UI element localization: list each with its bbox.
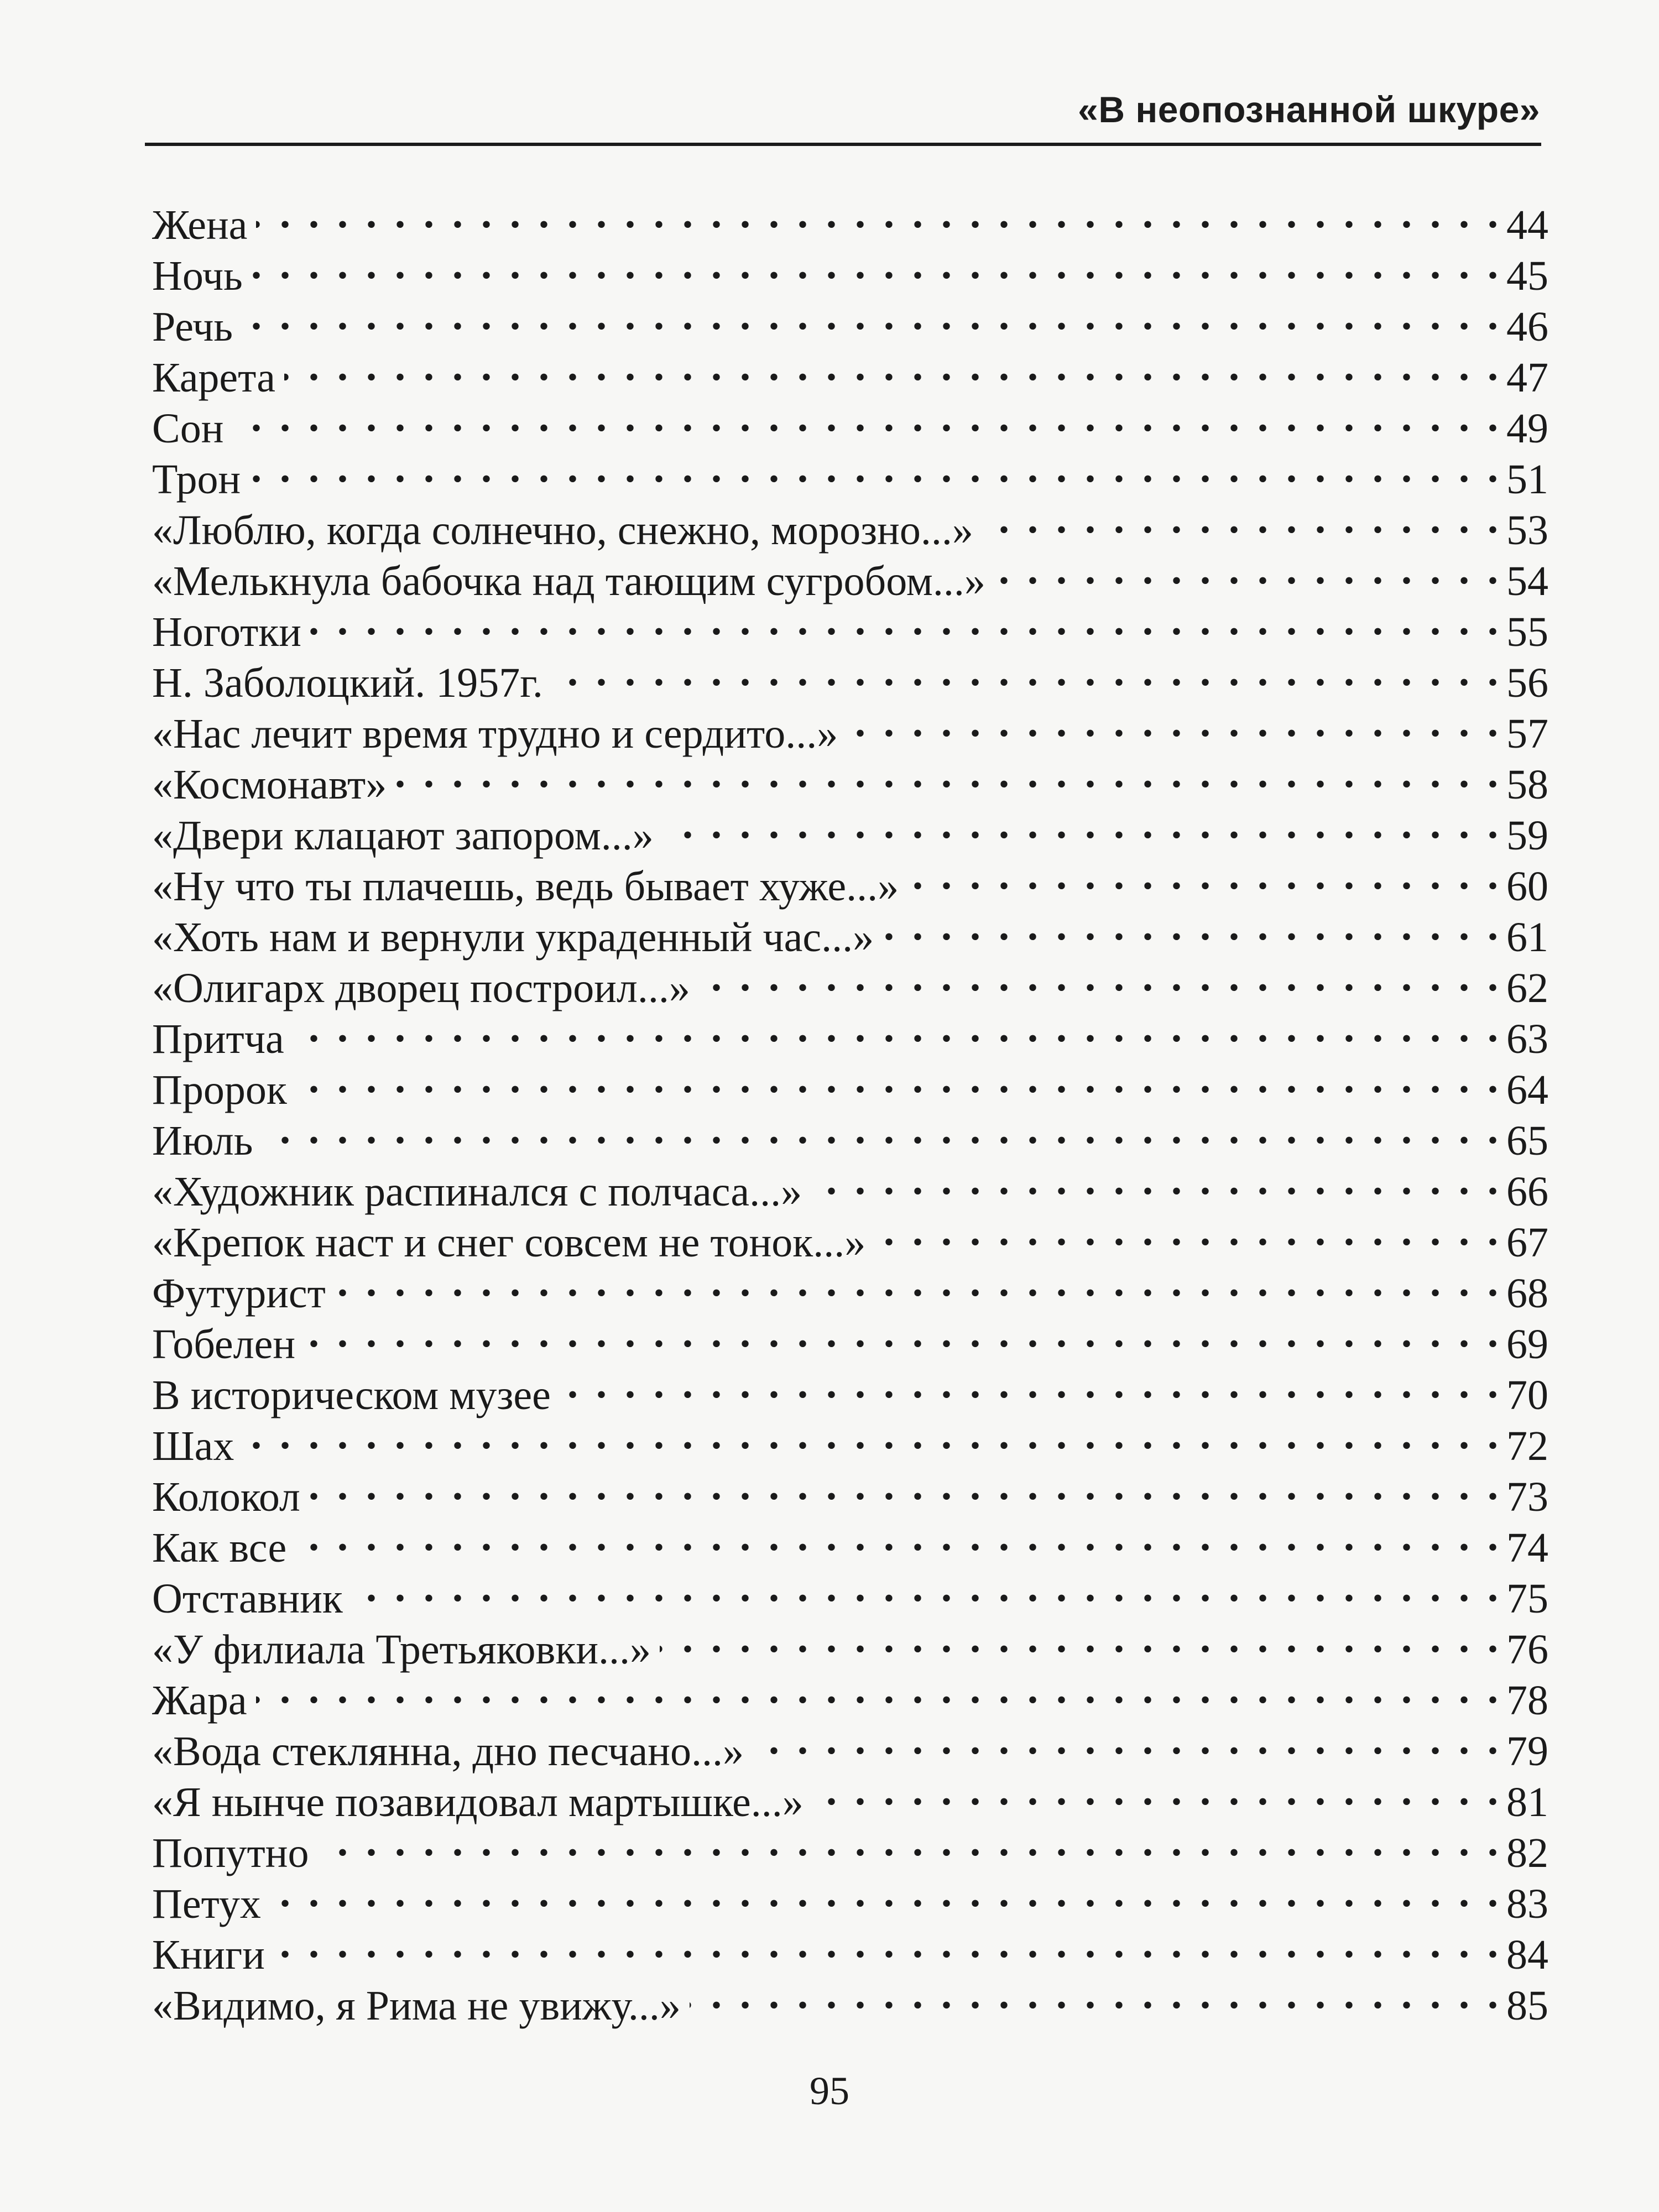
toc-dot-leader: [662, 799, 1502, 849]
toc-dot-leader: [352, 1562, 1502, 1613]
toc-entry-title: Притча: [152, 1016, 284, 1062]
toc-dot-leader: [690, 1969, 1502, 2020]
toc-entry-page: 73: [1506, 1474, 1548, 1520]
toc-entry-page: 65: [1506, 1118, 1548, 1164]
toc-entry-title: «У филиала Третьяковки...»: [152, 1626, 651, 1673]
toc-entry-title: Шах: [152, 1423, 234, 1469]
toc-entry: [152, 1155, 1548, 1215]
toc-dot-leader: [295, 1511, 1502, 1562]
toc-entry-title: «Художник распинался с полчаса...»: [152, 1168, 802, 1215]
toc-dot-leader: [284, 341, 1502, 392]
toc-entry: [152, 188, 1548, 248]
toc-entry: [152, 392, 1548, 452]
toc-entry: [152, 646, 1548, 706]
toc-dot-leader: [847, 697, 1502, 748]
toc-entry-title: Как все: [152, 1525, 287, 1571]
toc-dot-leader: [256, 1663, 1502, 1714]
toc-entry: [152, 1256, 1548, 1317]
toc-entry: [152, 1409, 1548, 1469]
table-of-contents: [152, 188, 1548, 2029]
toc-dot-leader: [296, 1053, 1502, 1104]
page-number: 95: [810, 2069, 849, 2113]
toc-entry-title: «Двери клацают запором...»: [152, 812, 654, 859]
toc-entry: [152, 1104, 1548, 1164]
toc-entry-page: 46: [1506, 304, 1548, 350]
toc-dot-leader: [812, 1765, 1502, 1816]
toc-dot-leader: [252, 239, 1502, 290]
toc-entry-title: Попутно: [152, 1830, 309, 1876]
toc-dot-leader: [552, 646, 1502, 697]
toc-dot-leader: [811, 1155, 1502, 1206]
toc-entry-title: «Люблю, когда солнечно, снежно, морозно...»: [152, 507, 973, 554]
toc-entry: [152, 1562, 1548, 1622]
toc-entry-page: 51: [1506, 456, 1548, 503]
toc-entry: [152, 1969, 1548, 2029]
toc-entry-title: Ноготки: [152, 609, 301, 655]
toc-entry-page: 59: [1506, 812, 1548, 859]
toc-entry-title: «Видимо, я Рима не увижу...»: [152, 1983, 681, 2029]
toc-dot-leader: [232, 392, 1502, 442]
toc-entry-page: 70: [1506, 1372, 1548, 1418]
toc-entry-page: 62: [1506, 965, 1548, 1011]
toc-entry-page: 81: [1506, 1779, 1548, 1825]
toc-dot-leader: [395, 748, 1502, 799]
toc-entry-title: «Космонавт»: [152, 761, 387, 808]
toc-entry: [152, 595, 1548, 655]
toc-entry-title: «Нас лечит время трудно и сердито...»: [152, 711, 838, 757]
toc-entry: [152, 1613, 1548, 1673]
toc-entry: [152, 341, 1548, 401]
toc-entry-page: 68: [1506, 1270, 1548, 1317]
toc-entry-title: Петух: [152, 1881, 261, 1927]
toc-dot-leader: [293, 1002, 1502, 1053]
toc-dot-leader: [753, 1714, 1502, 1765]
toc-dot-leader: [262, 1104, 1502, 1155]
toc-entry-title: «Ну что ты плачешь, ведь бывает хуже...»: [152, 863, 899, 910]
toc-entry-title: «Я нынче позавидовал мартышке...»: [152, 1779, 804, 1825]
toc-entry-page: 82: [1506, 1830, 1548, 1876]
toc-dot-leader: [304, 1307, 1502, 1358]
toc-entry-title: Жена: [152, 202, 248, 248]
toc-entry-page: 84: [1506, 1932, 1548, 1978]
toc-entry-page: 58: [1506, 761, 1548, 808]
toc-entry-title: Трон: [152, 456, 241, 503]
toc-dot-leader: [907, 849, 1502, 900]
toc-entry-page: 72: [1506, 1423, 1548, 1469]
toc-entry-title: «Крепок наст и снег совсем не тонок...»: [152, 1219, 866, 1266]
toc-entry-page: 53: [1506, 507, 1548, 554]
toc-entry-page: 49: [1506, 405, 1548, 452]
toc-entry-title: Книги: [152, 1932, 265, 1978]
toc-entry-page: 66: [1506, 1168, 1548, 1215]
toc-dot-leader: [994, 544, 1502, 595]
toc-entry-title: «Вода стеклянна, дно песчано...»: [152, 1728, 744, 1775]
toc-entry-page: 64: [1506, 1067, 1548, 1113]
toc-entry: [152, 1511, 1548, 1571]
toc-entry: [152, 1714, 1548, 1775]
toc-entry: [152, 442, 1548, 503]
toc-entry: [152, 239, 1548, 299]
toc-entry-title: Июль: [152, 1118, 253, 1164]
toc-entry: [152, 1002, 1548, 1062]
toc-entry-page: 45: [1506, 253, 1548, 299]
toc-entry-page: 44: [1506, 202, 1548, 248]
toc-dot-leader: [874, 1206, 1502, 1256]
toc-entry-page: 76: [1506, 1626, 1548, 1673]
toc-entry-page: 74: [1506, 1525, 1548, 1571]
toc-dot-leader: [249, 442, 1502, 493]
toc-entry: [152, 1358, 1548, 1418]
toc-entry: [152, 1307, 1548, 1368]
toc-entry-title: Сон: [152, 405, 224, 452]
toc-entry-page: 83: [1506, 1881, 1548, 1927]
toc-dot-leader: [242, 290, 1502, 341]
toc-entry: [152, 1663, 1548, 1724]
toc-entry-title: Гобелен: [152, 1321, 295, 1368]
toc-entry-page: 60: [1506, 863, 1548, 910]
toc-entry-title: Пророк: [152, 1067, 287, 1113]
toc-dot-leader: [660, 1613, 1502, 1663]
toc-entry-title: Карета: [152, 354, 276, 401]
toc-dot-leader: [982, 493, 1502, 544]
toc-entry: [152, 493, 1548, 554]
toc-dot-leader: [270, 1867, 1502, 1918]
running-title: «В неопознанной шкуре»: [1078, 89, 1540, 130]
toc-entry-page: 57: [1506, 711, 1548, 757]
toc-entry-title: Н. Заболоцкий. 1957г.: [152, 660, 543, 706]
toc-entry: [152, 1918, 1548, 1978]
toc-entry-title: В историческом музее: [152, 1372, 551, 1418]
toc-entry-page: 63: [1506, 1016, 1548, 1062]
toc-entry-title: Колокол: [152, 1474, 300, 1520]
toc-entry-page: 79: [1506, 1728, 1548, 1775]
toc-entry-page: 78: [1506, 1677, 1548, 1724]
toc-dot-leader: [243, 1409, 1502, 1460]
toc-dot-leader: [309, 1460, 1502, 1511]
toc-entry-title: Жара: [152, 1677, 247, 1724]
toc-entry-title: Отставник: [152, 1575, 343, 1622]
toc-entry-page: 75: [1506, 1575, 1548, 1622]
toc-entry-page: 56: [1506, 660, 1548, 706]
toc-entry-page: 67: [1506, 1219, 1548, 1266]
toc-dot-leader: [317, 1816, 1502, 1867]
toc-entry-page: 61: [1506, 914, 1548, 961]
toc-dot-leader: [310, 595, 1502, 646]
toc-entry: [152, 1867, 1548, 1927]
toc-entry-page: 55: [1506, 609, 1548, 655]
toc-dot-leader: [560, 1358, 1502, 1409]
toc-dot-leader: [699, 951, 1502, 1002]
header-rule: [145, 143, 1541, 146]
toc-entry-page: 47: [1506, 354, 1548, 401]
toc-entry-title: Ночь: [152, 253, 243, 299]
toc-entry-title: «Олигарх дворец построил...»: [152, 965, 690, 1011]
toc-entry-title: «Хоть нам и вернули украденный час...»: [152, 914, 874, 961]
toc-entry-title: «Мелькнула бабочка над тающим сугробом...»: [152, 558, 985, 604]
toc-dot-leader: [274, 1918, 1502, 1969]
toc-entry: [152, 1816, 1548, 1876]
toc-entry-title: Футурист: [152, 1270, 326, 1317]
toc-entry: [152, 1460, 1548, 1520]
toc-dot-leader: [256, 188, 1502, 239]
toc-entry: [152, 290, 1548, 350]
toc-entry-page: 85: [1506, 1983, 1548, 2029]
toc-entry-title: Речь: [152, 304, 233, 350]
toc-entry-page: 54: [1506, 558, 1548, 604]
toc-dot-leader: [335, 1256, 1502, 1307]
toc-entry: [152, 1053, 1548, 1113]
toc-dot-leader: [883, 900, 1502, 951]
toc-entry-page: 69: [1506, 1321, 1548, 1368]
